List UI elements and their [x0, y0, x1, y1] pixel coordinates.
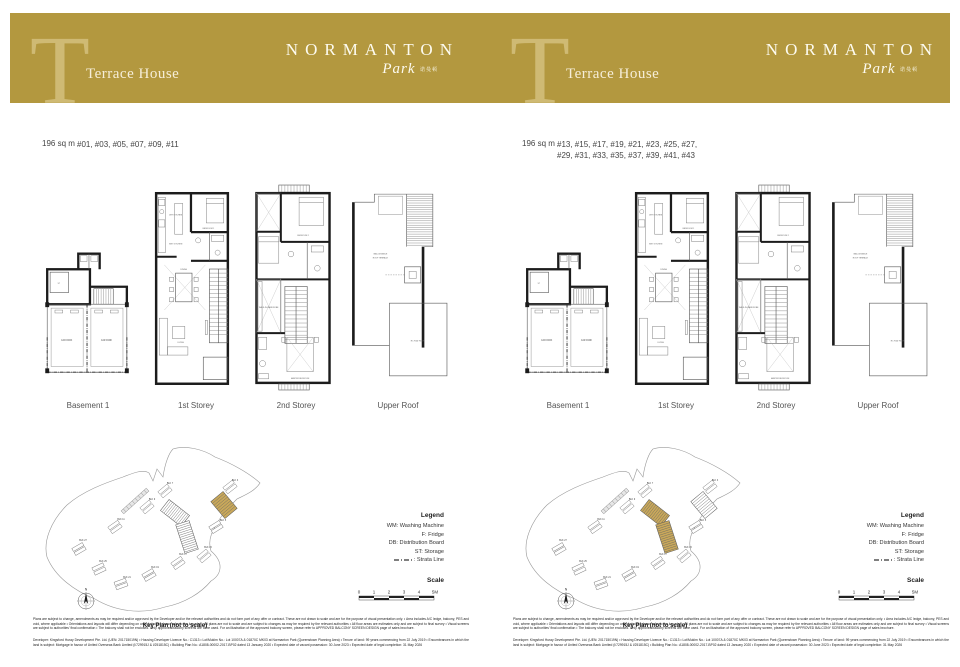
- logo-cjk-text: 诺曼顿: [899, 67, 918, 73]
- scale-tick: 5M: [911, 589, 919, 594]
- disclaimer-paragraph-2: Developer: Kingsford Huray Development Pte. Ltd. (UEN: 201715019N) • Housing Developer Licence No.: C1313 • Lot/Mukim No.: Lot 10007A & 01870C MK03 at Normanton Park (Queenstown Planning Area) • Tenure of land: 99 years commencing from 22 July 2019 • Encumbrances in which the land is subject: Mortgage in favour of United Overseas Bank Limited (I/729915J & I/251815C) • Building Plan No.: A1808-00002-2017-BP02 dated 13 January 2020 • Expected date of vacant possession: 30 June 2023 • Expected date of legal completion: 31 May 2026: [33, 638, 469, 647]
- unit-info: [522, 139, 697, 161]
- scale-title: Scale: [907, 576, 924, 584]
- legend-item-strata: [792, 556, 924, 565]
- scale-tick: 3: [402, 589, 406, 594]
- scale-tick: 3: [882, 589, 886, 594]
- floor-label-basement: Basement 1: [66, 401, 110, 410]
- strata-line-icon: [394, 558, 412, 562]
- legend-item: DB: Distribution Board: [388, 540, 444, 546]
- unit-area: 196 sq m: [522, 139, 555, 148]
- floor-label-2nd: 2nd Storey: [276, 401, 316, 410]
- unit-info: [42, 139, 179, 150]
- floor-label-1st: 1st Storey: [657, 401, 695, 410]
- scale-tick: 0: [837, 589, 841, 594]
- legend-title: Legend: [900, 512, 924, 519]
- legend-item-strata: [312, 556, 444, 565]
- floor-label-basement: Basement 1: [546, 401, 590, 410]
- legend: [312, 512, 444, 608]
- logo-wordmark: NORMANTON: [765, 40, 939, 59]
- legend-title: Legend: [420, 512, 444, 519]
- legend-item: ST: Storage: [414, 548, 444, 555]
- scale-tick: 1: [372, 589, 376, 594]
- scale-tick: 2: [387, 589, 391, 594]
- legend-item: WM: Washing Machine: [386, 523, 444, 529]
- brand-logo: [702, 40, 939, 78]
- scale-bar: [356, 588, 444, 603]
- scale-tick: 5M: [431, 589, 439, 594]
- strata-line-icon: [874, 558, 892, 562]
- strata-label: : Strata Line: [413, 557, 444, 563]
- logo-wordmark: NORMANTON: [285, 40, 459, 59]
- floor-label-2nd: 2nd Storey: [756, 401, 796, 410]
- floorplan-upper-roof: [344, 190, 450, 382]
- strata-label: : Strata Line: [893, 557, 924, 563]
- unit-numbers: [77, 139, 179, 150]
- legend-item: ST: Storage: [894, 548, 924, 555]
- floorplan-basement: [518, 244, 618, 380]
- legend-item: F: Fridge: [901, 531, 924, 538]
- disclaimer-paragraph-1: Plans are subject to change, amendments as may be required and/or approved by the Developer and/or the relevant authorities and do not form part of any offer or contract. These are not drawn to scale and are for the purpose of visual presentation only. • Area includes A/C ledge, balcony, PES and void, where applicable • Orientations and layouts will differ depending on unit of choice, please refer to the key plan • All plans are not to scale and are subject to changes as may be required by the relevant authorities • All floor areas are estimates only and are subject to final survey • Visual screens are subject to authorities' final confirmation • The balcony shall not be enclosed. Only approved balcony screens are to be used. For an illustration of the approved balcony screen, please refer to APPROVED BALCONY SCREEN DESIGN page of sales brochure.: [33, 617, 469, 631]
- unit-numbers-line1: #01, #03, #05, #07, #09, #11: [77, 140, 179, 149]
- disclaimer-paragraph-2: Developer: Kingsford Huray Development Pte. Ltd. (UEN: 201715019N) • Housing Developer Licence No.: C1313 • Lot/Mukim No.: Lot 10007A & 01870C MK03 at Normanton Park (Queenstown Planning Area) • Tenure of land: 99 years commencing from 22 July 2019 • Encumbrances in which the land is subject: Mortgage in favour of United Overseas Bank Limited (I/729915J & I/251815C) • Building Plan No.: A1808-00002-2017-BP02 dated 13 January 2020 • Expected date of vacant possession: 30 June 2023 • Expected date of legal completion: 31 May 2026: [513, 638, 949, 647]
- scale-tick: 4: [417, 589, 421, 594]
- floorplan-1st-storey: [630, 189, 714, 389]
- legend-item: WM: Washing Machine: [866, 523, 924, 529]
- page-title: Terrace House: [86, 66, 180, 82]
- floor-label-upper: Upper Roof: [857, 401, 899, 410]
- floorplan-2nd-storey: [730, 183, 816, 391]
- unit-numbers-line2: #29, #31, #33, #35, #37, #39, #41, #43: [557, 151, 695, 160]
- scale-tick: 4: [897, 589, 901, 594]
- scale-tick: 2: [867, 589, 871, 594]
- logo-cjk-text: 诺曼顿: [419, 67, 438, 73]
- page-title: Terrace House: [566, 66, 660, 82]
- panel-units-13-43: [480, 0, 960, 667]
- scale-title: Scale: [427, 576, 444, 584]
- floor-label-1st: 1st Storey: [177, 401, 215, 410]
- unit-area: 196 sq m: [42, 139, 75, 148]
- key-plan: [35, 443, 350, 633]
- logo-script: Park: [382, 61, 416, 77]
- unit-numbers: [557, 139, 697, 161]
- floorplan-upper-roof: [824, 190, 930, 382]
- legend-item: DB: Distribution Board: [868, 540, 924, 546]
- scale-tick: 1: [852, 589, 856, 594]
- disclaimer-paragraph-1: Plans are subject to change, amendments as may be required and/or approved by the Developer and/or the relevant authorities and do not form part of any offer or contract. These are not drawn to scale and are for the purpose of visual presentation only. • Area includes A/C ledge, balcony, PES and void, where applicable • Orientations and layouts will differ depending on unit of choice, please refer to the key plan • All plans are not to scale and are subject to changes as may be required by the relevant authorities • All floor areas are estimates only and are subject to final survey • Visual screens are subject to authorities' final confirmation • The balcony shall not be enclosed. Only approved balcony screens are to be used. For an illustration of the approved balcony screen, please refer to APPROVED BALCONY SCREEN DESIGN page of sales brochure.: [513, 617, 949, 631]
- floorplan-basement: [38, 244, 138, 380]
- scale-tick: 0: [357, 589, 361, 594]
- logo-script: Park: [862, 61, 896, 77]
- floorplan-1st-storey: [150, 189, 234, 389]
- scale-bar: [836, 588, 924, 603]
- type-letter-watermark: T: [510, 17, 570, 125]
- brand-logo: [222, 40, 459, 78]
- type-letter-watermark: T: [30, 17, 90, 125]
- legend-item: F: Fridge: [421, 531, 444, 538]
- legend: [792, 512, 924, 608]
- key-plan: [515, 443, 830, 633]
- floor-label-upper: Upper Roof: [377, 401, 419, 410]
- floorplan-2nd-storey: [250, 183, 336, 391]
- unit-numbers-line1: #13, #15, #17, #19, #21, #23, #25, #27,: [557, 140, 698, 149]
